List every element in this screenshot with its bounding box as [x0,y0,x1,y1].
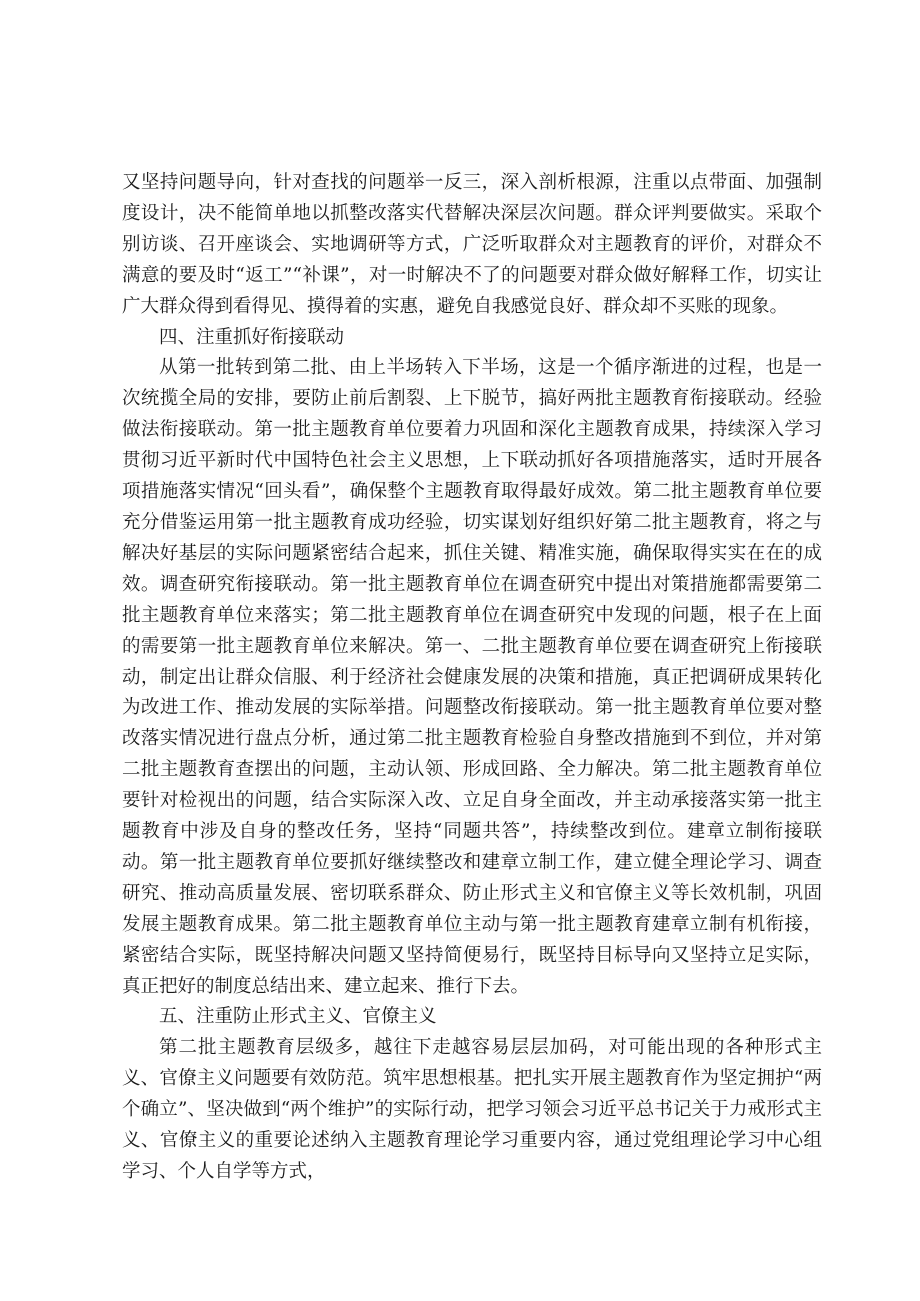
paragraph-section-5-body: 第二批主题教育层级多，越往下走越容易层层加码，对可能出现的各种形式主义、官僚主义问题要有效防范。筑牢思想根基。把扎实开展主题教育作为坚定拥护“两个确立”、坚决做到“两个维护”的实际行动，把学习领会习近平总书记关于力戒形式主义、官僚主义的重要论述纳入主题教育理论学习重要内容，通过党组理论学习中心组学习、个人自学等方式， [122,1037,822,1182]
section-heading-4: 四、注重抓好衔接联动 [159,326,345,348]
document-body [122,168,822,1188]
paragraph-section-4-body: 从第一批转到第二批、由上半场转入下半场，这是一个循序渐进的过程，也是一次统揽全局的安排，要防止前后割裂、上下脱节，搞好两批主题教育衔接联动。经验做法衔接联动。第一批主题教育单位要着力巩固和深化主题教育成果，持续深入学习贯彻习近平新时代中国特色社会主义思想，上下联动抓好各项措施落实，适时开展各项措施落实情况“回头看”，确保整个主题教育取得最好成效。第二批主题教育单位要充分借鉴运用第一批主题教育成功经验，切实谋划好组织好第二批主题教育，将之与解决好基层的实际问题紧密结合起来，抓住关键、精准实施，确保取得实实在在的成效。调查研究衔接联动。第一批主题教育单位在调查研究中提出对策措施都需要第二批主题教育单位来落实；第二批主题教育单位在调查研究中发现的问题，根子在上面的需要第一批主题教育单位来解决。第一、二批主题教育单位要在调查研究上衔接联动，制定出让群众信服、利于经济社会健康发展的决策和措施，真正把调研成果转化为改进工作、推动发展的实际举措。问题整改衔接联动。第一批主题教育单位要对整改落实情况进行盘点分析，通过第二批主题教育检验自身整改措施到不到位，并对第二批主题教育查摆出的问题，主动认领、形成回路、全力解决。第二批主题教育单位要针对检视出的问题，结合实际深入改、立足自身全面改，并主动承接落实第一批主题教育中涉及自身的整改任务，坚持“同题共答”，持续整改到位。建章立制衔接联动。第一批主题教育单位要抓好继续整改和建章立制工作，建立健全理论学习、调查研究、推动高质量发展、密切联系群众、防止形式主义和官僚主义等长效机制，巩固发展主题教育成果。第二批主题教育单位主动与第一批主题教育建章立制有机衔接，紧密结合实际，既坚持解决问题又坚持简便易行，既坚持目标导向又坚持立足实际，真正把好的制度总结出来、建立起来、推行下去。 [122,357,822,997]
paragraph-continuation: 又坚持问题导向，针对查找的问题举一反三，深入剖析根源，注重以点带面、加强制度设计，决不能简单地以抓整改落实代替解决深层次问题。群众评判要做实。采取个别访谈、召开座谈会、实地调研等方式，广泛听取群众对主题教育的评价，对群众不满意的要及时“返工”“补课”，对一时解决不了的问题要对群众做好解释工作，切实让广大群众得到看得见、摸得着的实惠，避免自我感觉良好、群众却不买账的现象。 [122,172,822,317]
section-heading-5: 五、注重防止形式主义、官僚主义 [159,1006,437,1028]
